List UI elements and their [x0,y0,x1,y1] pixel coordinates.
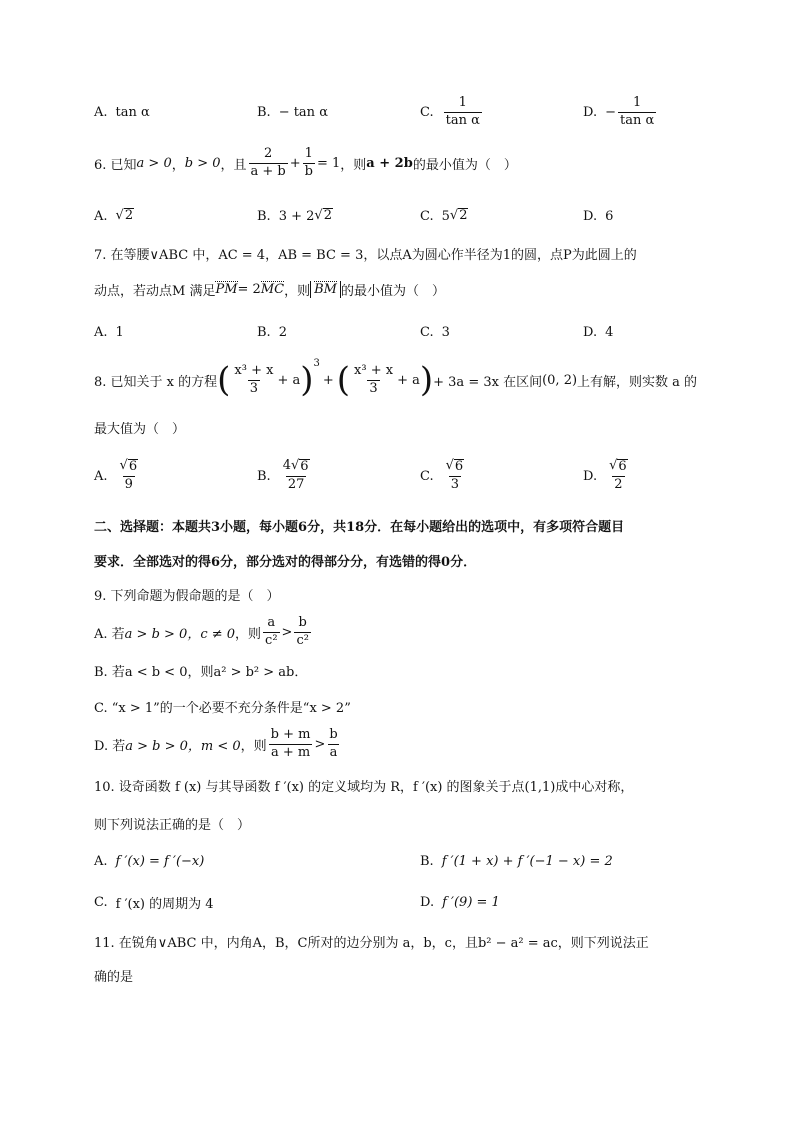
q8-option-d-den: 2 [614,476,623,492]
q5-option-d-num: 1 [632,94,642,110]
q9-d-f1-num: b + m [270,726,311,742]
q9-d-fraction-2 [327,728,339,761]
q8-paren-close-2: ) [419,360,434,400]
q6-f2-num: 1 [304,145,313,161]
q9-a-fraction-2 [294,616,311,649]
q5-option-d [583,92,658,132]
q10-option-b-label: B. [420,853,434,869]
q7-vector-pm: PM [215,282,238,298]
q8-f1-num: x³ + x [234,362,274,378]
q6-option-d-text: 6 [605,208,614,224]
q9-option-a [94,612,734,652]
q10-option-c-text: f ′(x) 的周期为 4 [115,896,214,912]
q6-fraction-2 [303,147,315,180]
q9-d-pre: D. 若 [94,738,126,754]
q8-option-c-fraction [444,459,467,492]
q8-option-a-den: 9 [124,476,133,492]
q8-line-2: 最大值为（ ） [94,422,186,437]
q8-options [94,452,734,500]
q5-option-c [420,92,484,132]
q8-plus-a-2: + a [397,372,420,388]
q6-option-a-rad: 2 [124,208,134,224]
q8-prefix: 8. 已知关于 x 的方程 [94,374,218,390]
q6-f1-den: a + b [250,163,286,179]
q10-option-b [420,844,613,878]
q6-option-a [94,196,134,236]
q6-stem [94,143,734,183]
q6-option-b-label: B. [257,208,271,224]
q9-a-then: ，则 [235,626,262,642]
q6-option-c [420,196,468,236]
q6-option-c-label: C. [420,208,434,224]
section2-heading-line-1: 二、选择题：本题共3小题，每小题6分，共18分．在每小题给出的选项中，有多项符合题目 [94,520,625,535]
q6-option-b-sqrt: √ 2 [314,208,332,224]
q7-option-b [257,312,287,352]
q8-option-d-num: √ 6 [609,458,627,475]
q10-option-d [420,885,500,919]
q7-then: ，则 [284,284,311,299]
q9-option-d [94,723,734,765]
q7-option-a [94,312,124,352]
q10-option-d-text: f ′(9) = 1 [442,894,500,910]
q9-d-f2-num: b [329,726,338,742]
q8-f2-den: 3 [369,380,378,396]
q10-option-c-label: C. [94,894,108,910]
q6-option-a-sqrt: √ 2 [115,208,134,224]
q5-option-d-label: D. [583,104,598,120]
q7-option-c-text: 3 [441,324,450,340]
q5-option-c-label: C. [420,104,434,120]
q8-option-a-rad: 6 [128,459,138,475]
q8-option-c-label: C. [420,468,434,484]
q8-option-d-fraction [607,459,630,492]
q6-comma: ， [171,157,185,173]
q6-then: ，则 [340,157,367,173]
q6-cond2: b > 0 [184,155,221,171]
q5-option-c-fraction [444,96,482,129]
q10-option-b-text: f ′(1 + x) + f ′(−1 − x) = 2 [441,853,613,869]
q8-option-d-rad: 6 [618,459,627,475]
q9-a-pre: A. 若 [94,626,125,642]
q9-d-f2-den: a [329,744,338,760]
q7-option-c [420,312,450,352]
q5-option-c-num: 1 [458,94,467,110]
q8-option-b-rad: 6 [300,459,309,475]
q8-option-b-den: 27 [287,476,305,492]
q6-option-c-pre: 5 [441,208,450,224]
q7-option-d-text: 4 [605,324,614,340]
q10-options-row-2 [94,885,734,919]
q10-line-2: 则下列说法正确的是（ ） [94,818,251,833]
q7-line-2 [94,280,734,299]
q7-option-d [583,312,613,352]
q9-a-f2-num: b [298,614,307,630]
q5-option-c-den: tan α [445,112,480,128]
q7-eq2: = 2 [237,282,261,297]
q6-prefix: 6. 已知 [94,157,137,173]
q8-suffix: 上有解，则实数 a 的 [577,374,698,390]
q5-options [94,92,734,132]
q7-option-b-text: 2 [278,324,287,340]
q8-fraction-1 [232,364,275,397]
q7-option-c-label: C. [420,324,434,340]
q7-option-a-label: A. [94,324,108,340]
q8-option-c-den: 3 [450,476,460,492]
q8-option-c-num: √ 6 [445,458,464,475]
q9-a-f1-num: a [267,614,276,630]
q8-paren-close-1: ) [300,360,314,400]
q9-a-gt: > [281,624,293,640]
q6-option-d-label: D. [583,208,598,224]
q8-plus: + [322,372,334,388]
q5-option-b-text: − tan α [278,104,328,120]
q9-d-cond: a > b > 0，m < 0 [125,738,241,754]
q8-option-a-num: √ 6 [119,458,138,475]
q8-option-b-num: 4√ 6 [282,458,309,475]
q8-stem [94,354,734,406]
q8-fraction-2 [352,364,395,397]
q6-expr: a + 2b [366,155,413,171]
q9-d-gt: > [314,736,326,752]
q6-option-d [583,196,613,236]
q9-option-b: B. 若a < b < 0，则a² > b² > ab． [94,665,308,680]
q9-stem: 9. 下列命题为假命题的是（ ） [94,589,280,604]
q6-option-c-sqrt: √ 2 [449,208,468,224]
q5-option-d-sign: − [605,104,616,120]
q8-tail: + 3a = 3x 在区间 [433,374,543,390]
q8-option-c-rad: 6 [454,459,464,475]
q6-plus: + [289,155,301,171]
q7-option-a-text: 1 [115,324,124,340]
q6-cond1: a > 0 [136,155,172,171]
q7-line2-b: 的最小值为（ ） [340,284,445,299]
q8-interval: (0, 2) [542,372,578,388]
q8-option-d [583,452,632,500]
q7-line-1: 7. 在等腰∨ABC 中，AC = 4，AB = BC = 3，以点A为圆心作半径为1的圆，点P为此圆上的 [94,248,637,263]
q7-line2-a: 动点，若动点M 满足 [94,284,216,299]
q7-option-d-label: D. [583,324,598,340]
q6-fraction-1 [249,147,288,180]
q5-option-d-den: tan α [620,112,655,128]
q10-line-1: 10. 设奇函数 f (x) 与其导函数 f ′(x) 的定义域均为 R，f ′(x) 的图象关于点(1,1)成中心对称， [94,780,634,795]
q10-option-c [94,885,214,919]
q7-vector-mc: MC [260,282,285,298]
q11-line-1: 11. 在锐角∨ABC 中，内角A，B，C所对的边分别为 a，b，c，且b² − a² = ac，则下列说法正 [94,936,649,951]
section2-heading-line-2: 要求．全部选对的得6分，部分选对的得部分分，有选错的得0分． [94,555,477,570]
q10-option-d-label: D. [420,894,435,910]
q10-option-a-label: A. [94,853,108,869]
q6-f1-num: 2 [263,145,273,161]
q5-option-a-text: tan α [115,104,150,120]
q8-option-a-label: A. [94,468,108,484]
q8-option-b-pre: 4 [282,458,291,474]
q10-options-row-1 [94,844,734,878]
q8-paren-open-2: ( [336,360,351,400]
q7-options [94,312,734,352]
q8-option-b [257,452,314,500]
q9-option-c: C. “x > 1”的一个必要不充分条件是“x > 2” [94,701,351,716]
q9-a-fraction-1 [263,616,280,649]
q5-option-b-label: B. [257,104,271,120]
q9-d-fraction-1 [269,728,313,761]
q5-option-a [94,92,150,132]
q9-a-f1-den: c² [265,632,278,648]
q8-paren-open-1: ( [217,360,231,400]
q6-eq: = 1 [316,155,341,171]
q8-f2-num: x³ + x [354,362,394,378]
q6-option-b-rad: 2 [323,208,332,224]
q10-option-a [94,844,204,878]
q6-f2-den: b [304,163,313,179]
q7-vector-bm: BM [314,282,337,298]
q8-option-d-label: D. [583,468,598,484]
q6-option-b [257,196,333,236]
q9-d-f1-den: a + m [270,744,311,760]
q6-mid: ，且 [220,157,247,173]
q6-option-a-label: A. [94,208,108,224]
q5-option-a-label: A. [94,104,108,120]
q8-option-c [420,452,468,500]
q5-option-b [257,92,328,132]
q8-cube: 3 [313,358,320,369]
q7-option-b-label: B. [257,324,271,340]
q9-a-f2-den: c² [296,632,309,648]
q8-option-b-label: B. [257,468,271,484]
q9-a-cond: a > b > 0，c ≠ 0 [124,626,236,642]
q9-d-then: ，则 [240,738,267,754]
q6-option-c-rad: 2 [459,208,468,224]
q8-option-a [94,452,142,500]
q7-abs-bm [310,281,341,297]
q6-suffix: 的最小值为（ ） [412,157,517,173]
q10-option-a-text: f ′(x) = f ′(−x) [115,853,205,869]
q8-option-b-fraction [281,459,312,492]
q6-option-b-pre: 3 + 2 [278,208,315,224]
q8-plus-a-1: + a [277,372,301,388]
q6-options [94,196,734,236]
q5-option-d-fraction [618,96,656,129]
q11-line-2: 确的是 [94,970,134,985]
q8-f1-den: 3 [249,380,259,396]
q8-option-a-fraction [118,459,141,492]
